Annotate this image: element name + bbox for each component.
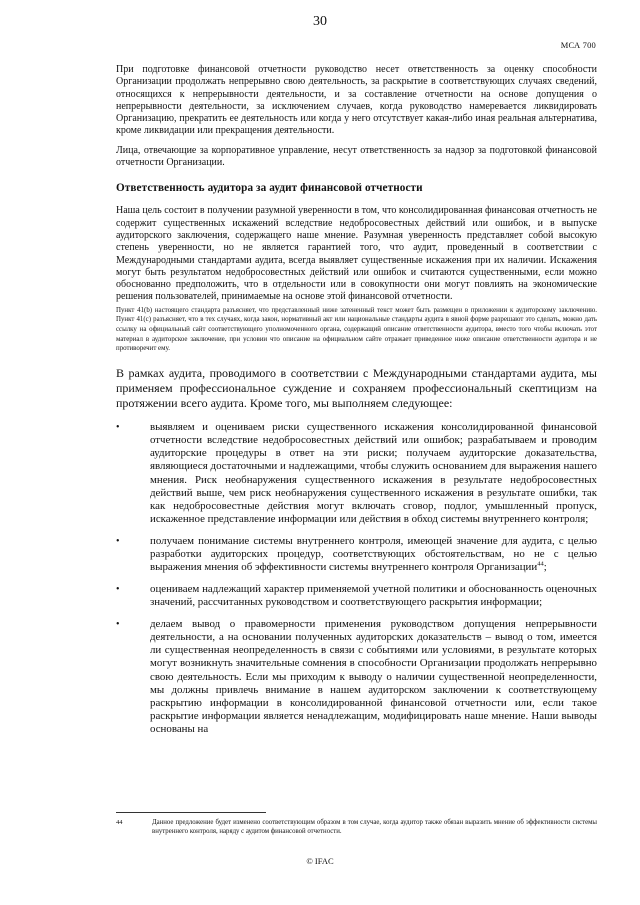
paragraph-governance-responsibility: Лица, отвечающие за корпоративное управление, несут ответственность за надзор за подготовкой финансовой отчетности Организации.	[116, 144, 597, 169]
bullet-icon: •	[116, 583, 120, 595]
page-number: 30	[313, 14, 327, 29]
list-item-text: делаем вывод о правомерности применения руководством допущения непрерывности деятельности, а на основании полученных аудиторских доказательств – вывод о том, имеется ли существенная неопределенность в связи с событиями или условиями, в результате которых могут возникнуть значительные сомнения в способности Организации продолжать непрерывно свою деятельность. Если мы приходим к выводу о наличии существенной неопределенности, мы должны привлечь внимание в нашем аудиторском заключении к соответствующему раскрытию информации в консолидированной финансовой отчетности или, если такое раскрытие информации является ненадлежащим, модифицировать наше мнение. Наши выводы основаны на	[150, 617, 597, 736]
footnote-divider	[116, 812, 266, 813]
copyright: © IFAC	[306, 856, 334, 866]
main-content	[116, 64, 597, 745]
paragraph-audit-procedures-intro: В рамках аудита, проводимого в соответствии с Международными стандартами аудита, мы применяем профессиональное суждение и сохраняем профессиональный скептицизм на протяжении всего аудита. Кроме того, мы выполняем следующее:	[116, 365, 597, 410]
footnote-reference[interactable]: 44	[537, 560, 544, 568]
section-heading: Ответственность аудитора за аудит финансовой отчетности	[116, 182, 423, 195]
list-item-text: выявляем и оцениваем риски существенного искажения консолидированной финансовой отчетности вследствие недобросовестных действий или ошибок; разрабатываем и проводим аудиторские процедуры в ответ на эти риски; получаем аудиторские доказательства, являющиеся достаточными и надлежащими, чтобы служить основанием для выражения нашего мнения. Риск необнаружения существенного искажения в результате недобросовестных действий выше, чем риск необнаружения существенного искажения в результате ошибки, так как недобросовестные действия могут включать сговор, подлог, умышленный пропуск, искаженное представление информации или действия в обход системы внутреннего контроля;	[150, 420, 597, 526]
list-item-text-end: ;	[543, 561, 547, 574]
list-item-text: оцениваем надлежащий характер применяемой учетной политики и обоснованность оценочных значений, рассчитанных руководством и соответствующего раскрытия информации;	[150, 582, 597, 609]
document-code: МСА 700	[560, 40, 596, 50]
list-item	[116, 535, 597, 575]
paragraph-auditor-objective: Наша цель состоит в получении разумной уверенности в том, что консолидированная финансовая отчетность не содержит существенных искажений вследствие недобросовестных действий или ошибок, и в выпуске аудиторского заключения, содержащего наше мнение. Разумная уверенность представляет собой высокую степень уверенности, но не является гарантией того, что аудит, проведенный в соответствии с Международными стандартами аудита, всегда выявляет существенные искажения при их наличии. Искажения могут быть результатом недобросовестных действий или ошибок и считаются существенными, если можно обоснованно предположить, что в отдельности или в совокупности они могут повлиять на экономические решения пользователей, принимаемые на основе этой финансовой отчетности.	[116, 205, 597, 303]
bullet-icon: •	[116, 535, 120, 547]
list-item	[116, 618, 597, 737]
bullet-icon: •	[116, 421, 120, 433]
footnote	[116, 818, 597, 836]
list-item	[116, 583, 597, 609]
paragraph-management-responsibility: При подготовке финансовой отчетности руководство несет ответственность за оценку способности Организации продолжать непрерывно свою деятельность, за раскрытие в соответствующих случаях сведений, относящихся к непрерывности деятельности, и за составление отчетности на основе допущения о непрерывности деятельности, за исключением случаев, когда руководство намеревается ликвидировать Организацию, прекратить ее деятельность или когда у него отсутствует какая-либо иная реальная альтернатива, кроме ликвидации или прекращения деятельности.	[116, 64, 597, 137]
procedures-list	[116, 421, 597, 737]
shaded-text-note: Пункт 41(b) настоящего стандарта разъясняет, что представленный ниже затененный текст может быть размещен в приложении к аудиторскому заключению. Пункт 41(c) разъясняет, что в тех случаях, когда закон, нормативный акт или национальные стандарты аудита в явной форме разрешают это сделать, можно дать ссылку на официальный сайт соответствующего уполномоченного органа, содержащий описание ответственности аудитора, вместо того чтобы включать этот материал в аудиторское заключение, при условии что описание на официальном сайте отражает приведенное ниже описание ответственности аудитора и не противоречит ему.	[116, 306, 597, 353]
footnote-number: 44	[116, 819, 123, 826]
list-item	[116, 421, 597, 527]
footnote-text: Данное предложение будет изменено соответствующим образом в том случае, когда аудитор также обязан выразить мнение об эффективности системы внутреннего контроля, наряду с аудитом финансовой отчетности.	[152, 819, 597, 836]
list-item-text: получаем понимание системы внутреннего контроля, имеющей значение для аудита, с целью разработки аудиторских процедур, соответствующих обстоятельствам, но не с целью выражения мнения об эффективности системы внутреннего контроля Организации	[150, 534, 597, 574]
bullet-icon: •	[116, 618, 120, 630]
